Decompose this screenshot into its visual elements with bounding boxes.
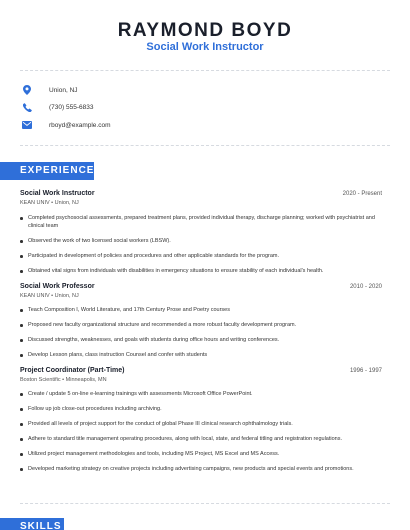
candidate-name: RAYMOND BOYD	[117, 20, 293, 41]
section-header-experience: EXPERIENCE	[0, 162, 94, 180]
list-item: Follow up job close-out procedures including archiving.	[20, 405, 382, 413]
location-pin-icon	[20, 83, 34, 97]
experience-entry	[20, 190, 382, 282]
job-dates: 2020 - Present	[342, 191, 382, 197]
list-item: Discussed strengths, weaknesses, and goals with students during office hours and writing conferences.	[20, 336, 382, 344]
phone-icon	[20, 100, 34, 114]
job-organization: KEAN UNIV • Union, NJ	[20, 293, 79, 299]
list-item: Obtained vital signs from individuals with disabilities in emergency situations to ensure stability of each individual's health.	[20, 267, 382, 275]
job-title: Social Work Professor	[20, 283, 95, 290]
candidate-title: Social Work Instructor	[146, 41, 264, 53]
job-dates: 2010 - 2020	[349, 284, 382, 290]
job-dates: 1996 - 1997	[349, 368, 382, 374]
list-item: Provided all levels of project support for the conduct of global Phase III clinical research ophthalmology trials.	[20, 420, 382, 428]
email-text: rboyd@example.com	[49, 121, 111, 129]
list-item: Completed psychosocial assessments, prepared treatment plans, provided individual therapy, discharge planning; worked with psychiatrist and clinical team	[20, 214, 382, 230]
job-title: Social Work Instructor	[20, 190, 95, 197]
job-organization: KEAN UNIV • Union, NJ	[20, 200, 79, 206]
phone-text: (730) 555-6833	[49, 103, 94, 111]
divider	[20, 503, 390, 504]
list-item: Utilized project management methodologies and tools, including MS Project, MS Excel and MS Access.	[20, 450, 382, 458]
list-item: Developed marketing strategy on creative projects including advertising campaigns, new products and special events and promotions.	[20, 465, 382, 473]
mail-icon	[20, 118, 34, 132]
list-item: Observed the work of two licensed social workers (LBSW).	[20, 237, 382, 245]
job-title: Project Coordinator (Part-Time)	[20, 367, 125, 374]
list-item: Create / update 5 on-line e-learning trainings with assessments Microsoft Office PowerPoint.	[20, 390, 382, 398]
divider	[20, 70, 390, 71]
experience-entry	[20, 283, 382, 366]
contact-phone	[20, 100, 93, 114]
experience-entry	[20, 367, 382, 480]
list-item: Develop Lesson plans, class instruction Counsel and confer with students	[20, 351, 382, 359]
job-organization: Boston Scientific • Minneapolis, MN	[20, 377, 107, 383]
list-item: Proposed new faculty organizational structure and recommended a more robust faculty development program.	[20, 321, 382, 329]
list-item: Teach Composition I, World Literature, and 17th Century Prose and Poetry courses	[20, 306, 382, 314]
divider	[20, 145, 390, 146]
section-header-skills: SKILLS	[0, 518, 64, 530]
contact-location	[20, 83, 78, 97]
list-item: Adhere to standard title management operating procedures, along with local, state, and federal titling and registration regulations.	[20, 435, 382, 443]
location-text: Union, NJ	[49, 86, 78, 94]
list-item: Participated in development of policies and procedures and other applicable standards for the program.	[20, 252, 382, 260]
contact-email	[20, 118, 111, 132]
